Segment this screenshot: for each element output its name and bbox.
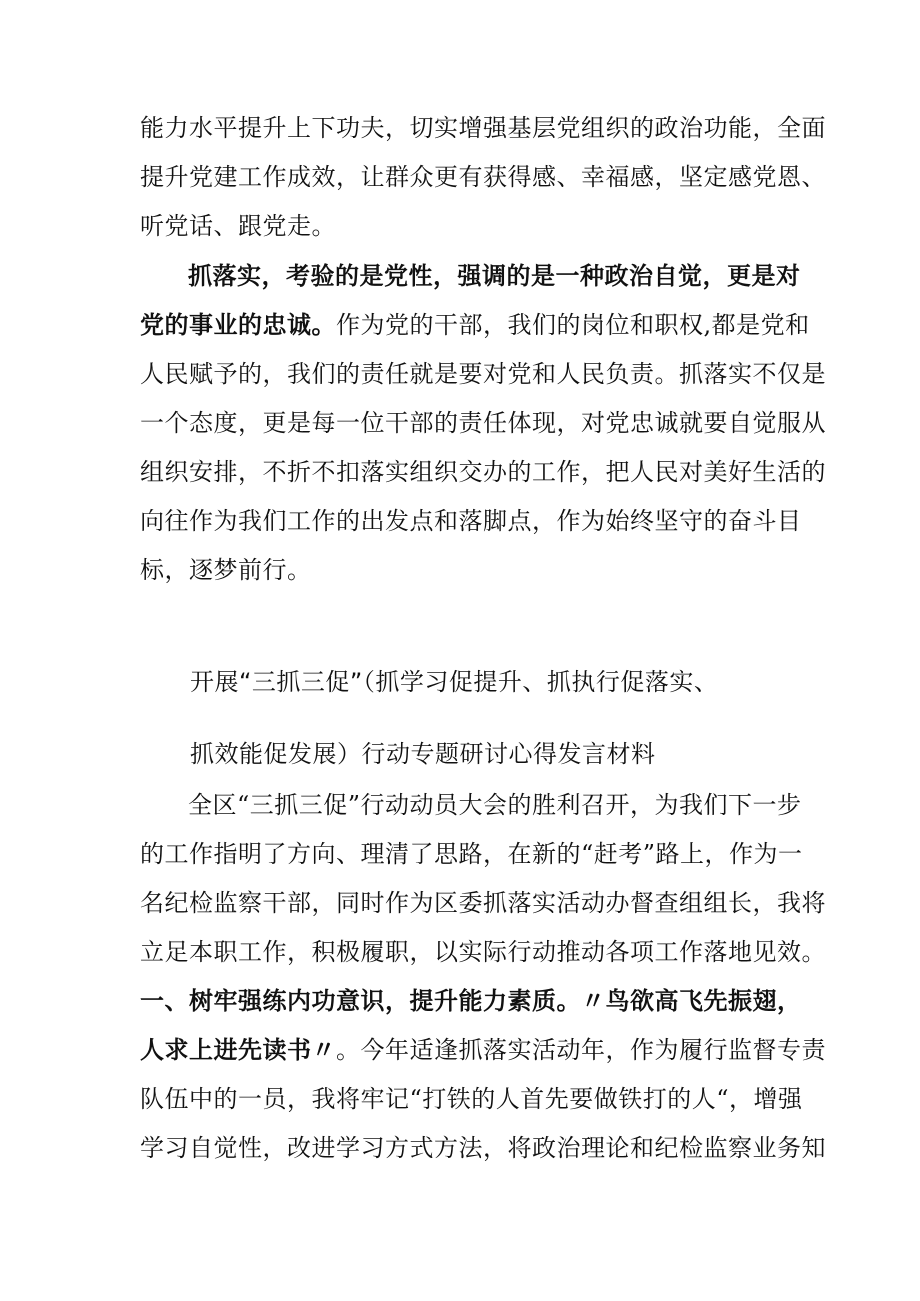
paragraph-4-bold-heading: 一、树牢强练内功意识，提升能力素质。〃鸟欲高飞先振翅， [140, 987, 802, 1015]
paragraph-1-line-3: 听党话、跟党走。 [140, 212, 336, 240]
paragraph-2-line-4: 一个态度，更是每一位干部的责任体现，对党忠诚就要自觉服从 [140, 409, 826, 437]
paragraph-4-line-2 [140, 1035, 826, 1065]
paragraph-2-line-7: 标，逐梦前行。 [140, 556, 312, 584]
paragraph-2-line-3: 人民赋予的，我们的责任就是要对党和人民负责。抓落实不仅是 [140, 360, 826, 388]
paragraph-2-line-2 [140, 310, 810, 340]
paragraph-3-line-4: 立足本职工作，积极履职，以实际行动推动各项工作落地见效。 [140, 938, 826, 966]
article-title-line-2: 抓效能促发展）行动专题研讨心得发言材料 [190, 740, 656, 768]
paragraph-3-line-3: 名纪检监察干部，同时作为区委抓落实活动办督查组组长，我将 [140, 889, 826, 917]
paragraph-1-line-1: 能力水平提升上下功夫，切实增强基层党组织的政治功能，全面 [140, 114, 826, 142]
paragraph-3-line-2: 的工作指明了方向、理清了思路，在新的“赶考”路上，作为一 [140, 840, 803, 868]
article-title-line-1: 开展“三抓三促”（抓学习促提升、抓执行促落实、 [190, 668, 719, 696]
paragraph-2-line-6: 向往作为我们工作的出发点和落脚点，作为始终坚守的奋斗目 [140, 507, 802, 535]
paragraph-2-line-5: 组织安排，不折不扣落实组织交办的工作，把人民对美好生活的 [140, 458, 826, 486]
paragraph-4-bold-quote: 人求上进先读书〃 [140, 1036, 336, 1064]
paragraph-2-bold-lead: 抓落实，考验的是党性，强调的是一种政治自觉，更是对 [188, 262, 801, 290]
paragraph-3-line-1: 全区“三抓三促”行动动员大会的胜利召开，为我们下一步 [188, 791, 802, 819]
paragraph-2-bold-tail: 党的事业的忠诚。 [140, 311, 336, 339]
paragraph-4-line-2-rest: 。今年适逢抓落实活动年，作为履行监督专责 [336, 1036, 826, 1064]
paragraph-4-line-3: 队伍中的一员，我将牢记“打铁的人首先要做铁打的人“，增强 [140, 1085, 803, 1113]
paragraph-4-line-4: 学习自觉性，改进学习方式方法，将政治理论和纪检监察业务知 [140, 1134, 826, 1162]
paragraph-1-line-2: 提升党建工作成效，让群众更有获得感、幸福感，坚定感党恩、 [140, 163, 826, 191]
paragraph-2-line-2-rest: 作为党的干部，我们的岗位和职权,都是党和 [336, 311, 810, 339]
